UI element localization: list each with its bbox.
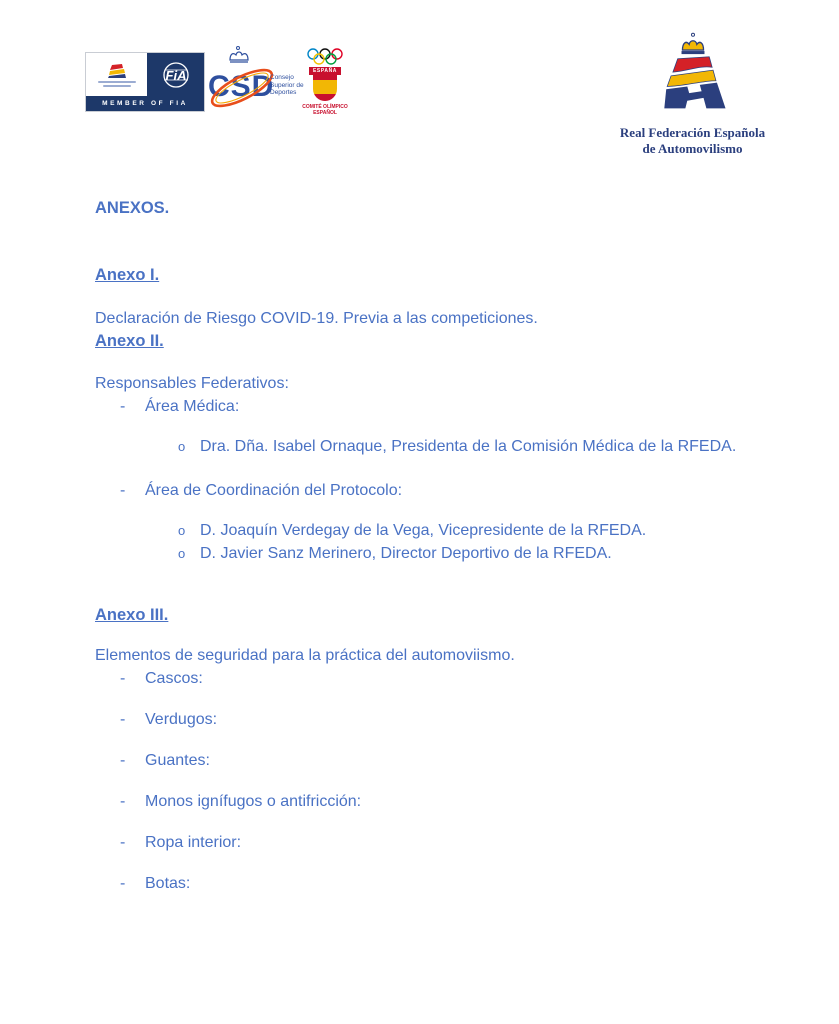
document-content [95,197,757,895]
dash-bullet: - [120,670,126,687]
list-item-label: Monos ignífugos o antifricción: [145,793,362,810]
fia-member-logo [85,52,205,112]
circle-bullet: o [178,523,186,538]
olympic-rings-icon [303,47,347,66]
dash-bullet: - [120,752,126,769]
mini-text-line [103,85,131,87]
mini-text-line [98,81,136,83]
spanish-flag-shield-icon [313,75,337,101]
member-of-fia-bar: MEMBER OF FIA [86,96,204,111]
anexo-1-body: Declaración de Riesgo COVID-19. Previa a las competiciones. [95,310,538,327]
list-item-botas [95,872,757,895]
list-subitem-verdegay [95,519,757,542]
fia-globe-icon [152,60,200,90]
coe-logo [297,47,353,116]
rfeda-mini-emblem [86,53,147,96]
list-item-label: Cascos: [145,670,203,687]
list-item-verdugos [95,708,757,731]
rfeda-mini-flag-icon [107,63,127,79]
list-item-label: Verdugos: [145,711,218,728]
rfeda-emblem-icon [645,30,741,118]
anexo-2-heading: Anexo II. [95,332,164,350]
fia-globe-emblem [147,53,204,96]
rfeda-name-line2: de Automovilismo [642,141,743,156]
rfeda-name-line1: Real Federación Española [619,125,766,140]
list-subitem-ornaque [95,435,757,458]
anexo-3-intro: Elementos de seguridad para la práctica del automoviismo. [95,647,515,664]
list-subitem-text: D. Joaquín Verdegay de la Vega, Vicepresidente de la RFEDA. [200,522,647,539]
list-item-monos [95,790,757,813]
dash-bullet: - [120,834,126,851]
dash-bullet: - [120,875,126,892]
rfeda-logo [600,30,785,157]
main-heading: ANEXOS. [95,199,170,217]
list-item-label: Botas: [145,875,191,892]
fia-emblem-text: FiA [165,67,187,83]
circle-bullet: o [178,546,186,561]
csd-caption: Consejo Superior de Deportes [270,74,304,96]
dash-bullet: - [120,793,126,810]
list-item-area-medica [95,395,757,418]
list-subitem-text: D. Javier Sanz Merinero, Director Deportivo de la RFEDA. [200,545,612,562]
list-subitem-text: Dra. Dña. Isabel Ornaque, Presidenta de la Comisión Médica de la RFEDA. [200,438,737,455]
circle-bullet: o [178,439,186,454]
anexo-3-heading: Anexo III. [95,606,169,624]
list-item-label: Área de Coordinación del Protocolo: [145,482,403,499]
list-item-cascos [95,667,757,690]
anexo-1-heading: Anexo I. [95,266,160,284]
rfeda-name [600,125,785,157]
dash-bullet: - [120,398,126,415]
dash-bullet: - [120,711,126,728]
list-subitem-sanz [95,542,757,565]
list-item-label: Ropa interior: [145,834,242,851]
anexo-2-intro: Responsables Federativos: [95,375,289,392]
list-item-ropa-interior [95,831,757,854]
list-item-area-coordinacion [95,479,757,502]
list-item-label: Área Médica: [145,398,240,415]
list-item-guantes [95,749,757,772]
fia-logo-top [86,53,204,96]
dash-bullet: - [120,482,126,499]
csd-acronym-text: CSD [208,70,275,103]
coe-espana-banner: ESPAÑA [309,67,341,75]
list-item-label: Guantes: [145,752,210,769]
coe-caption: COMITÉ OLÍMPICO ESPAÑOL [302,104,348,116]
